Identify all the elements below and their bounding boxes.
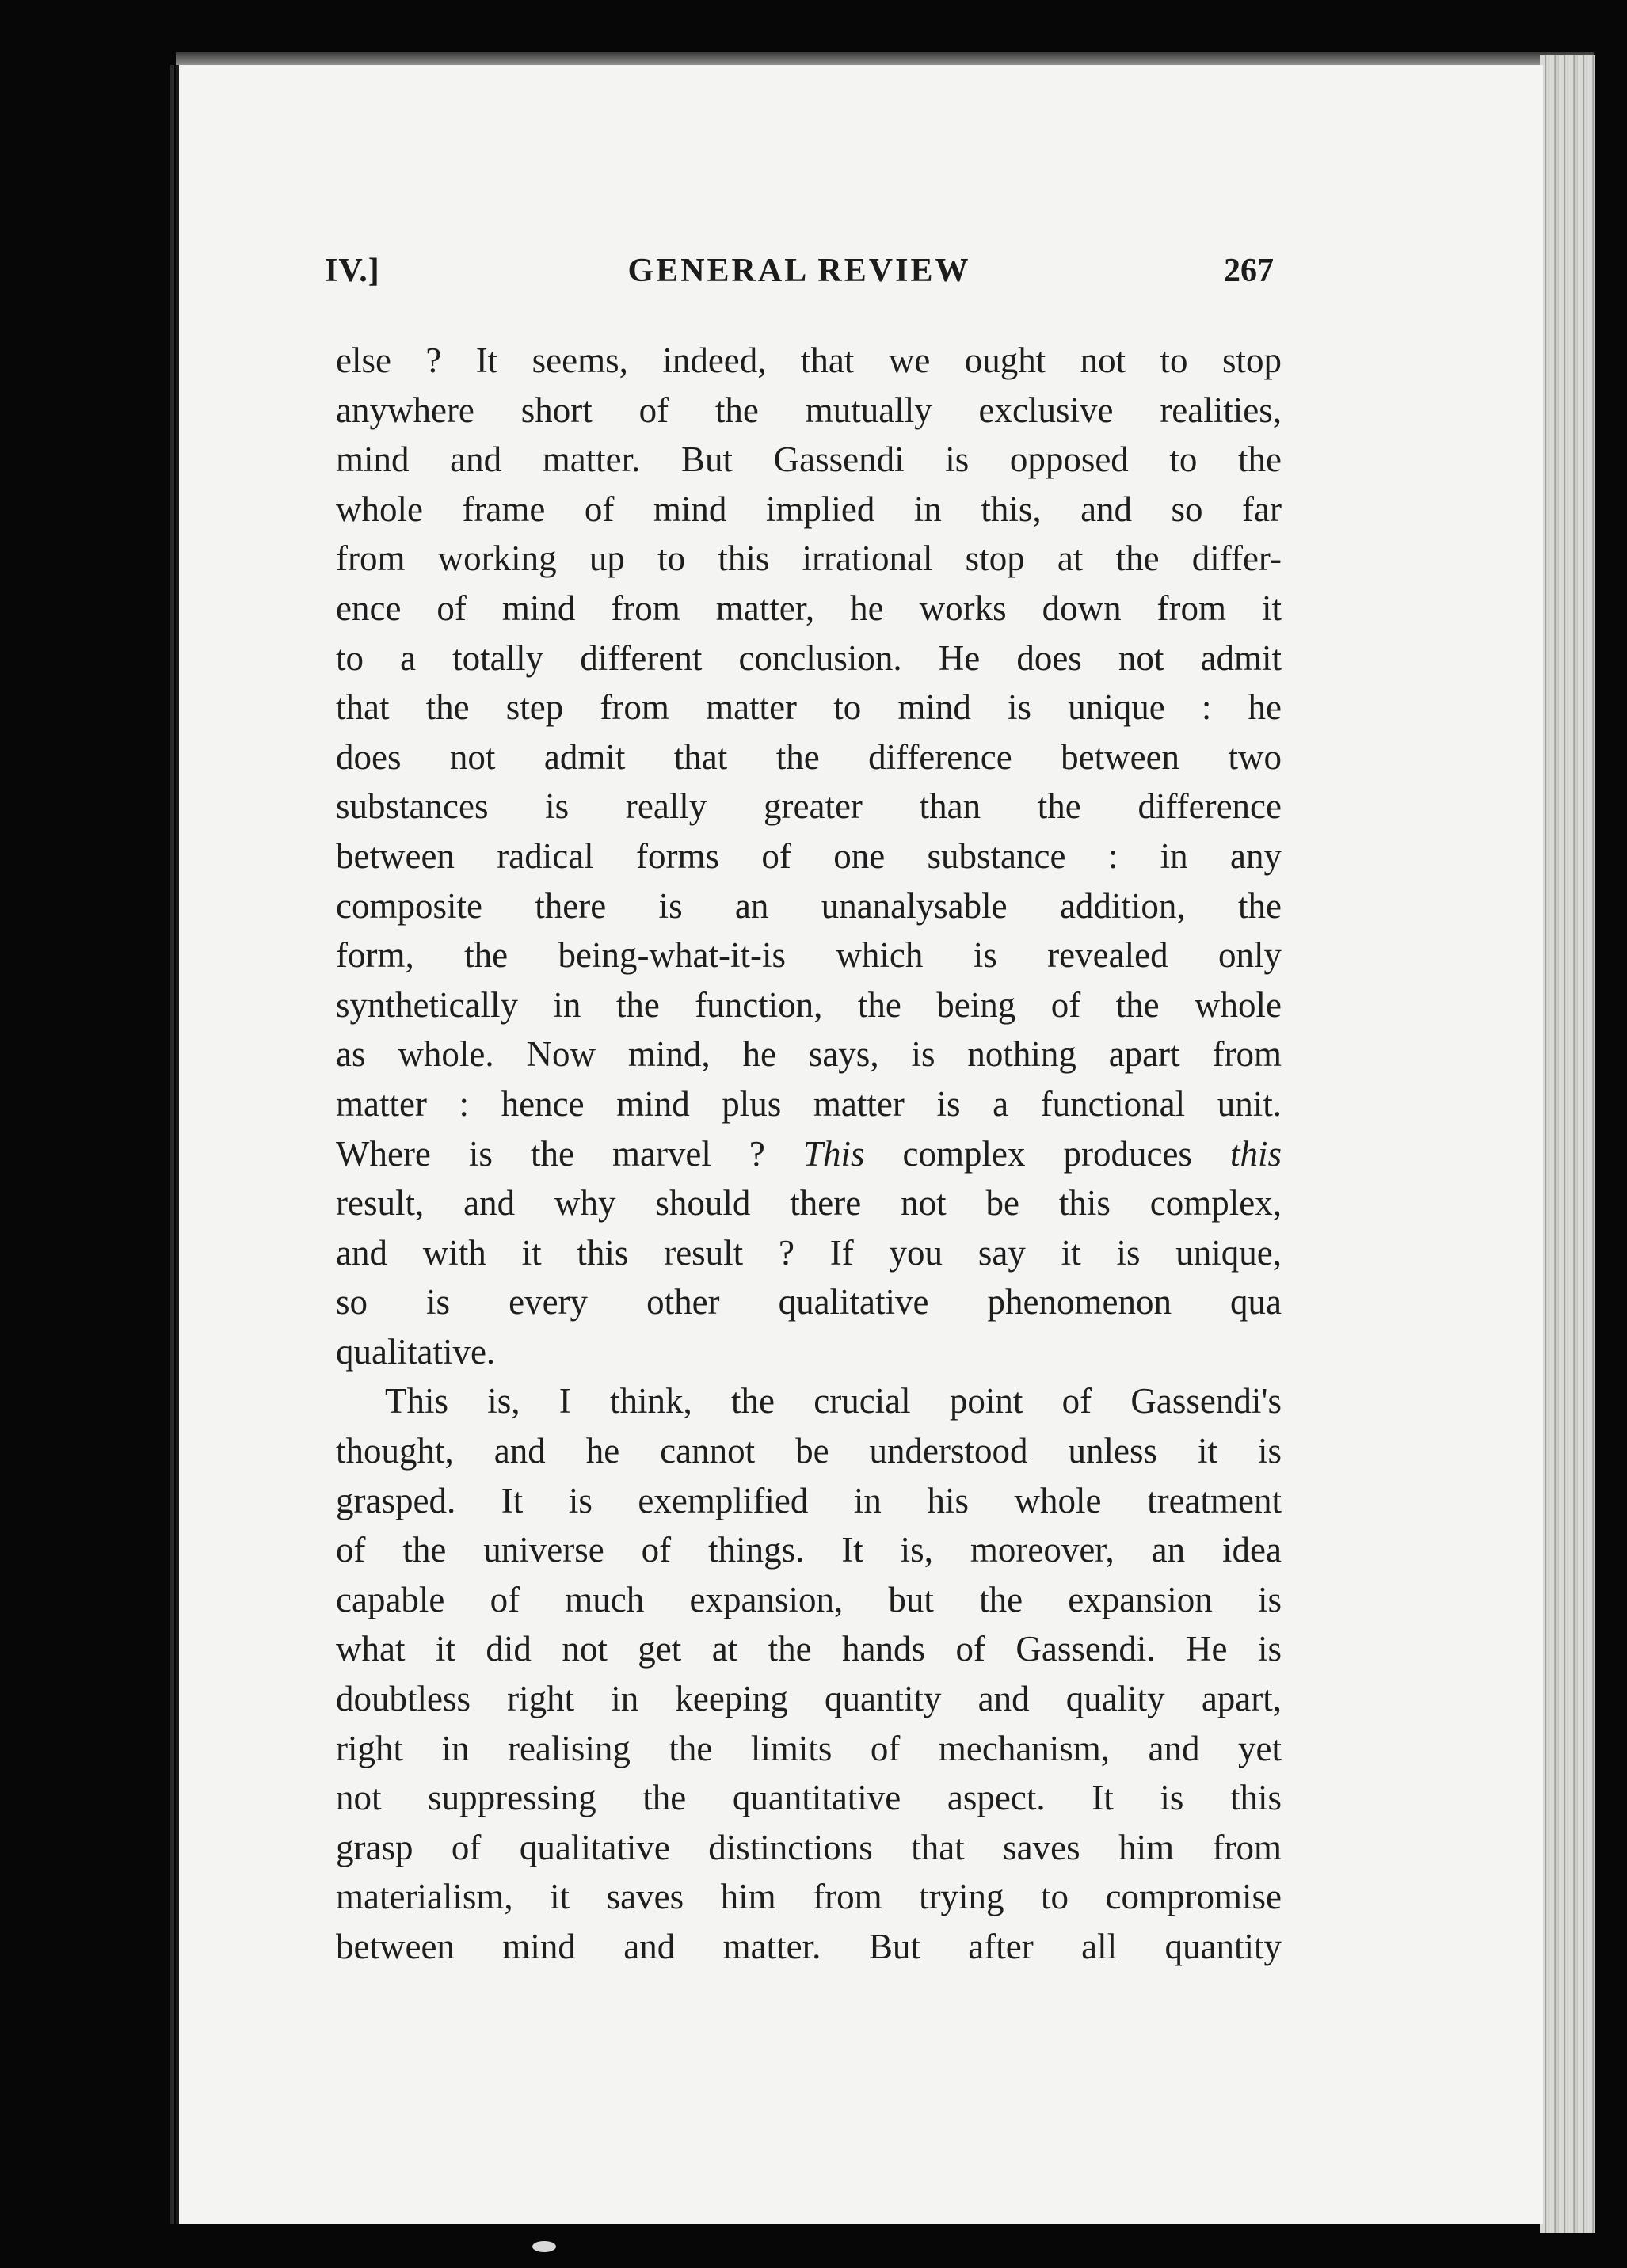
text-line: whole frame of mind implied in this, and so far [336,489,1282,529]
running-head [325,252,1274,307]
text-line: grasped. It is exemplified in his whole treatment [336,1480,1282,1520]
text-line: anywhere short of the mutually exclusive realities, [336,390,1282,430]
italic-word: This [802,1133,865,1174]
page-fore-edge [1540,55,1595,2233]
paragraph-1 [336,336,1282,1376]
text-line: and with it this result ? If you say it is unique, [336,1232,1282,1273]
text-line: does not admit that the difference between two [336,736,1282,777]
body-text [336,336,1282,1972]
text-line: form, the being-what-it-is which is revealed only [336,935,1282,976]
text-line: thought, and he cannot be understood unless it is [336,1431,1282,1471]
text-line: ence of mind from matter, he works down from it [336,588,1282,628]
text-run: complex produces [864,1133,1230,1174]
running-title: GENERAL REVIEW [627,253,971,289]
text-line: so is every other qualitative phenomenon qua [336,1282,1282,1322]
text-line: qualitative. [336,1331,496,1372]
text-line: from working up to this irrational stop at the differ- [336,538,1282,579]
text-line: mind and matter. But Gassendi is opposed to the [336,440,1282,480]
scan-speck [532,2241,556,2252]
text-line: materialism, it saves him from trying to compromise [336,1877,1282,1917]
text-line: else ? It seems, indeed, that we ought not to stop [336,341,1282,380]
text-line: substances is really greater than the difference [336,786,1282,827]
text-line: matter : hence mind plus matter is a functional unit. [336,1083,1282,1124]
text-line: grasp of qualitative distinctions that saves him from [336,1827,1282,1867]
italic-word: this [1229,1133,1282,1174]
text-line: to a totally different conclusion. He does not admit [336,637,1282,678]
text-line: that the step from matter to mind is unique : he [336,687,1282,728]
text-line: synthetically in the function, the being of the whole [336,984,1282,1025]
text-line-with-italics [336,1129,1282,1179]
binding-gutter-line [170,65,174,2224]
text-line: of the universe of things. It is, moreover, an idea [336,1530,1282,1570]
text-line: between radical forms of one substance : in any [336,835,1282,876]
paragraph-2 [336,1376,1282,1971]
text-line: doubtless right in keeping quantity and quality apart, [336,1679,1282,1719]
text-line: what it did not get at the hands of Gassendi. He is [336,1629,1282,1669]
text-line: composite there is an unanalysable addition, the [336,885,1282,926]
text-run: Where is the marvel ? [336,1133,803,1174]
text-line: capable of much expansion, but the expansion is [336,1579,1282,1619]
text-line: result, and why should there not be this complex, [336,1183,1282,1223]
text-line: as whole. Now mind, he says, is nothing apart from [336,1034,1282,1075]
chapter-marker: IV.] [325,253,380,289]
text-line: not suppressing the quantitative aspect. It is this [336,1778,1282,1818]
page-number: 267 [1224,253,1274,289]
text-line: between mind and matter. But after all quantity [336,1927,1282,1966]
text-line: This is, I think, the crucial point of Gassendi's [385,1381,1282,1421]
text-line: right in realising the limits of mechanism, and yet [336,1728,1282,1768]
